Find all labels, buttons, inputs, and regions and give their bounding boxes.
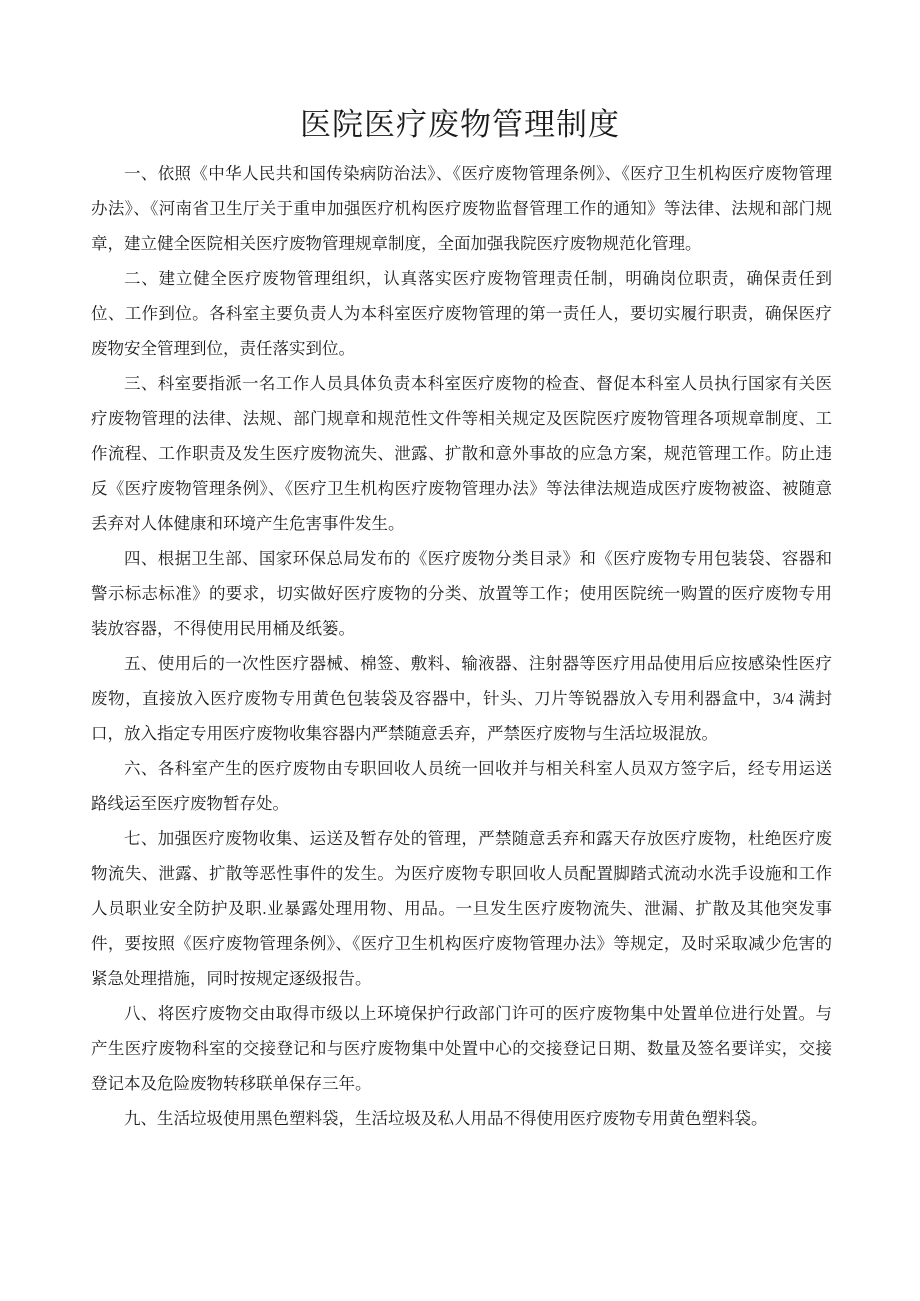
paragraph-5: 五、使用后的一次性医疗器械、棉签、敷料、输液器、注射器等医疗用品使用后应按感染性医疗废物，直接放入医疗废物专用黄色包装袋及容器中，针头、刀片等锐器放入专用利器盒中，3/4 满封口，放入指定专用医疗废物收集容器内严禁随意丢弃，严禁医疗废物与生活垃圾混放。 xyxy=(91,654,832,743)
paragraph-9: 九、生活垃圾使用黑色塑料袋，生活垃圾及私人用品不得使用医疗废物专用黄色塑料袋。 xyxy=(124,1109,768,1128)
document-body xyxy=(91,156,832,1136)
paragraph-7: 七、加强医疗废物收集、运送及暂存处的管理，严禁随意丢弃和露天存放医疗废物，杜绝医疗废物流失、泄露、扩散等恶性事件的发生。为医疗废物专职回收人员配置脚踏式流动水洗手设施和工作人员职业安全防护及职.业暴露处理用物、用品。一旦发生医疗废物流失、泄漏、扩散及其他突发事件，要按照《医疗废物管理条例》、《医疗卫生机构医疗废物管理办法》等规定，及时采取减少危害的紧急处理措施，同时按规定逐级报告。 xyxy=(91,829,832,988)
paragraph-3: 三、科室要指派一名工作人员具体负责本科室医疗废物的检查、督促本科室人员执行国家有关医疗废物管理的法律、法规、部门规章和规范性文件等相关规定及医院医疗废物管理各项规章制度、工作流程、工作职责及发生医疗废物流失、泄露、扩散和意外事故的应急方案，规范管理工作。防止违反《医疗废物管理条例》、《医疗卫生机构医疗废物管理办法》等法律法规造成医疗废物被盗、被随意丢弃对人体健康和环境产生危害事件发生。 xyxy=(91,374,832,533)
paragraph-1: 一、依照《中华人民共和国传染病防治法》、《医疗废物管理条例》、《医疗卫生机构医疗废物管理办法》、《河南省卫生厅关于重申加强医疗机构医疗废物监督管理工作的通知》等法律、法规和部门规章，建立健全医院相关医疗废物管理规章制度，全面加强我院医疗废物规范化管理。 xyxy=(91,164,832,253)
paragraph-4: 四、根据卫生部、国家环保总局发布的《医疗废物分类目录》和《医疗废物专用包装袋、容器和警示标志标准》的要求，切实做好医疗废物的分类、放置等工作；使用医院统一购置的医疗废物专用装放容器，不得使用民用桶及纸篓。 xyxy=(91,549,832,638)
paragraph-2: 二、建立健全医疗废物管理组织，认真落实医疗废物管理责任制，明确岗位职责，确保责任到位、工作到位。各科室主要负责人为本科室医疗废物管理的第一责任人，要切实履行职责，确保医疗废物安全管理到位，责任落实到位。 xyxy=(91,269,832,358)
paragraph-8: 八、将医疗废物交由取得市级以上环境保护行政部门许可的医疗废物集中处置单位进行处置。与产生医疗废物科室的交接登记和与医疗废物集中处置中心的交接登记日期、数量及签名要详实，交接登记本及危险废物转移联单保存三年。 xyxy=(91,1004,832,1093)
document-title: 医院医疗废物管理制度 xyxy=(300,107,620,142)
paragraph-6: 六、各科室产生的医疗废物由专职回收人员统一回收并与相关科室人员双方签字后，经专用运送路线运至医疗废物暂存处。 xyxy=(91,759,832,813)
